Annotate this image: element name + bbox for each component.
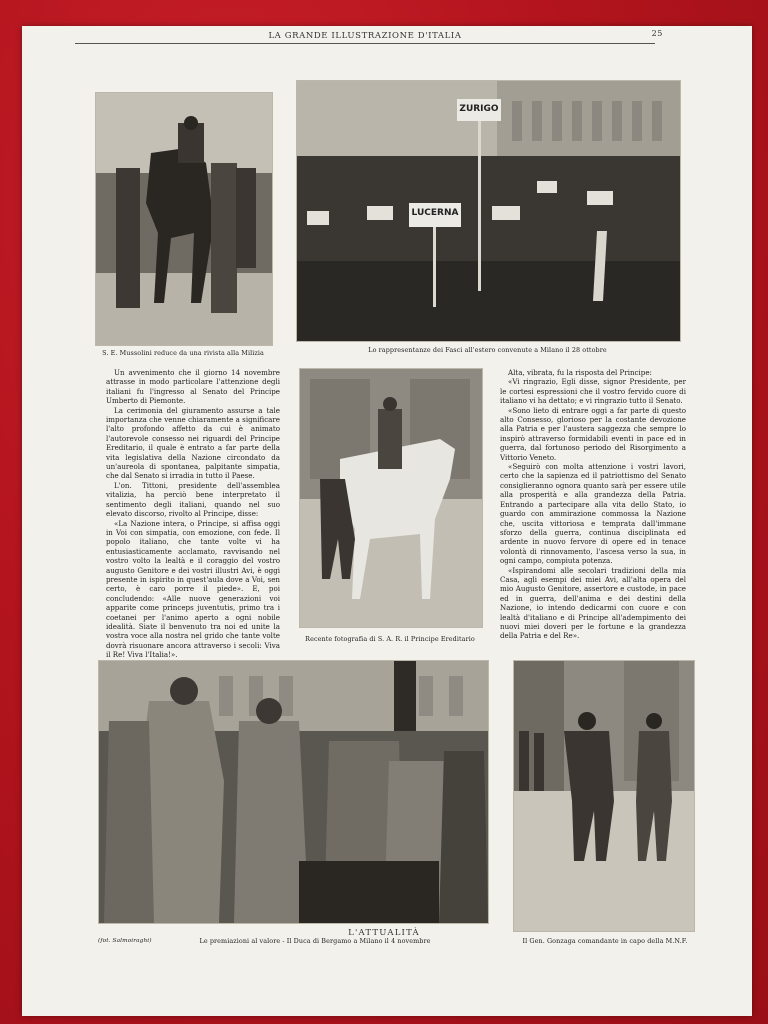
article-left-column: [106, 368, 280, 660]
caption-credit: (fot. Salmoiraghi): [98, 938, 152, 944]
photo-fasci-crowd: [296, 80, 681, 342]
right-paragraph: Alta, vibrata, fu la risposta del Principe:: [508, 368, 652, 377]
photo-principe: [299, 368, 483, 628]
page-header: [75, 29, 663, 44]
sign-lucerna: LUCERNA: [411, 208, 459, 218]
article-right-column: [500, 368, 686, 641]
section-footer: L'ATTUALITÀ: [348, 928, 420, 938]
caption-mussolini: S. E. Mussolini reduce da una rivista alla Milizia: [102, 349, 264, 357]
left-paragraph: Un avvenimento che il giorno 14 novembre attrasse in modo particolare l'attenzione degli italiani fu l'ingresso al Senato del Principe Umberto di Piemonte.: [106, 368, 280, 406]
caption-premiazioni: Le premiazioni al valore - Il Duca di Bergamo a Milano il 4 novembre: [199, 937, 431, 945]
caption-fasci: Lo rappresentanze dei Fasci all'estero convenute a Milano il 28 ottobre: [368, 346, 607, 354]
left-paragraph: La cerimonia del giuramento assurse a tale importanza che venne chiaramente a significare l'alto profondo affetto da cui è animato l'autorevole consesso nei riguardi del Principe Ereditario, il quale è entrato a far parte della vita legislativa della Nazione circondato da un'aureola di spontanea, palpitante simpatia, che dal Senato si irradia in tutto il Paese.: [106, 405, 280, 481]
photo-gonzaga: [513, 660, 695, 932]
photo-premiazioni: [98, 660, 489, 924]
right-paragraph: «Ispirandomi alle secolari tradizioni della mia Casa, agli esempi dei miei Avi, all'alta opera del mio Augusto Genitore, assertore e custode, in pace ed in guerra, dell'anima e dei destini della Nazione, io intendo dedicarmi con cuore e con lealtà d'italiano e di Principe all'adempimento dei nuovi miei doveri per le fortune e la grandezza della Patria e del Re».: [500, 565, 686, 641]
photo-mussolini: [95, 92, 273, 346]
right-paragraph: «Vi ringrazio, Egli disse, signor Presidente, per le cortesi espressioni che il vostro fervido cuore di italiano vi ha dettato; e vi ringrazio tutto il Senato.: [500, 377, 686, 406]
left-paragraph: L'on. Tittoni, presidente dell'assemblea vitalizia, ha perciò bene interpretato il sentimento degli italiani, quando nel suo elevato discorso, rivolto al Principe, disse:: [106, 480, 280, 519]
right-paragraph: «Sono lieto di entrare oggi a far parte di questo alto Consesso, glorioso per la costante devozione alla Patria e per l'austera saggezza che sempre lo inspirò attraverso formidabili eventi in pace ed in guerra, dal fortunoso periodo del Risorgimento a Vittorio Veneto.: [500, 405, 686, 462]
left-paragraph: «La Nazione intera, o Principe, si affisa oggi in Voi con simpatia, con emozione, con fede. Il popolo italiano, che tante volte vi ha entusiasticamente acclamato, ravvisando nel vostro volto la lealtà e il coraggio del vostro augusto Genitore e dei vostri illustri Avi, è oggi presente in ispirito in quest'aula dove a Voi, sen certo, è caro porre il piede». E, poi concludendo: «Alle nuove generazioni voi apparite come princeps juventutis, primo tra i coetanei per l'animo aperto a ogni nobile idealità. Siate il benvenuto tra noi ed unite la vostra voce alla nostra nel grido che tante volte dovrà risuonare ancora attraverso i secoli: Viva il Re! Viva l'Italia!».: [106, 518, 280, 660]
caption-principe: Recente fotografia di S. A. R. il Principe Ereditario: [305, 635, 475, 643]
right-paragraph: «Seguirò con molta attenzione i vostri lavori, certo che la sapienza ed il patriottismo del Senato consiglieranno ognora quanto sarà per essere utile alla prosperità e alla grandezza della Patria. Entrando a partecipare alla vita dello Stato, io guardo con ammirazione commossa la Nazione che, uscita vittoriosa e temprata dall'immane sforzo della guerra, continua disciplinata ed ardente in nuovo fervore di opere ed in tenace volontà di rinnovamento, l'ascesa verso la sua, in ogni campo, compiuta potenza.: [500, 462, 686, 566]
magazine-title: LA GRANDE ILLUSTRAZIONE D'ITALIA: [268, 31, 462, 41]
caption-gonzaga: Il Gen. Gonzaga comandante in capo della M.N.F.: [522, 937, 688, 945]
sign-zurigo: ZURIGO: [459, 104, 499, 114]
page-number: 25: [651, 29, 663, 38]
